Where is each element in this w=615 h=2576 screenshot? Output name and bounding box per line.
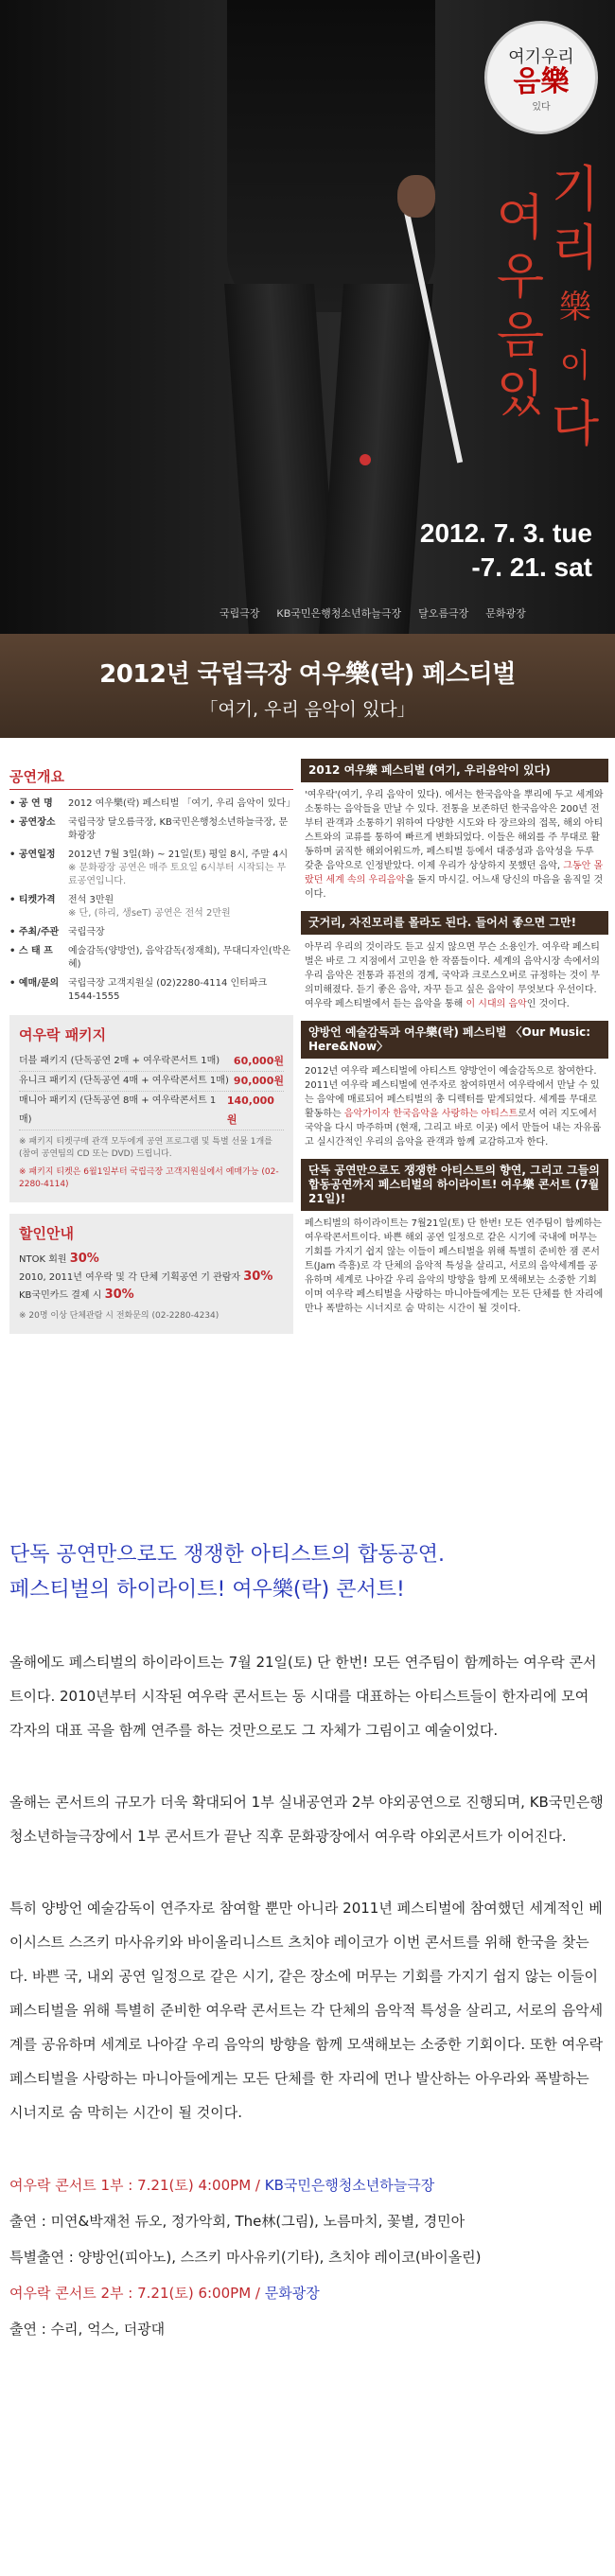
- discount-line: [19, 1251, 284, 1269]
- info-row: [9, 977, 293, 1004]
- seal-top-text: 여기우리: [508, 46, 574, 67]
- info-value: [68, 977, 293, 1004]
- info-key: • 티켓가격: [9, 894, 68, 920]
- discount-title: 할인안내: [19, 1225, 74, 1242]
- date-start: 2012. 7. 3. tue: [419, 518, 592, 548]
- info-value-text: 2012 여우樂(락) 페스티벌 「여기, 우리 음악이 있다」: [68, 798, 296, 809]
- package-price: 60,000원: [233, 1055, 284, 1067]
- description-text: [301, 935, 608, 1011]
- performer-hand: [397, 175, 435, 218]
- seal-sub-text: 있다: [532, 101, 551, 113]
- description-text: [301, 1059, 608, 1149]
- discount-note: ※ 20명 이상 단체관람 시 전화문의 (02-2280-4234): [19, 1311, 220, 1321]
- package-note: ※ 패키지 티켓구매 관객 모두에게 공연 프로그램 및 특별 선물 1개를 (참여 공연팀의 CD 또는 DVD) 드립니다.: [19, 1137, 272, 1159]
- info-value: [68, 797, 296, 811]
- package-name: 유니크 패키지 (단독공연 4매 + 여우락콘서트 1매): [19, 1076, 229, 1086]
- package-price: 140,000원: [226, 1095, 274, 1126]
- vertical-char: 리: [551, 220, 600, 277]
- info-key: • 공연일정: [9, 849, 68, 888]
- info-value: [68, 894, 293, 920]
- seal-main-text: 음樂: [513, 64, 570, 98]
- sponsor-logo: 문화광장: [485, 608, 526, 620]
- info-value-text: 전석 3만원: [68, 895, 114, 905]
- package-row: [19, 1052, 284, 1072]
- description-box: [301, 759, 608, 902]
- date-end: -7. 21. sat: [471, 552, 592, 582]
- page-title: 2012년 국립극장 여우樂(락) 페스티벌: [99, 660, 516, 689]
- schedule-part1: [9, 2167, 606, 2203]
- article-paragraph: 올해는 콘서트의 규모가 더욱 확대되어 1부 실내공연과 2부 야외공연으로 진행되며, KB국민은행청소년하늘극장에서 1부 콘서트가 끝난 직후 문화광장에서 여우락 야외콘서트가 이어진다.: [9, 1794, 604, 1845]
- discount-pct: 30%: [243, 1270, 273, 1284]
- vertical-char: 樂이: [559, 289, 591, 385]
- article-headline: [9, 1537, 606, 1607]
- sponsor-logo: 달오름극장: [418, 608, 469, 620]
- description-tail: 인 것이다.: [526, 999, 570, 1009]
- info-value: [68, 926, 293, 939]
- page-subtitle: 「여기, 우리 음악이 있다」: [200, 699, 415, 720]
- description-body: 페스티벌의 하이라이트는 7월21일(토) 단 한번! 모든 연주팀이 함께하는 여우락콘서트이다. 바쁜 해외 공연 일정으로 같은 시기에 국내에 머무는 기회를 가지기 쉽지 않는 이들이 페스티벌을 위해 특별히 준비한 잼 콘서트(Jam 즉흥)로 각 단체의 음악적 특성을 살리고, 서로의 음악세계를 공유하며 세계로 나아갈 우리 음악의 방향을 함께 모색해보는 소중한 기회이며 여우락 페스티벌을 사랑하는 마니아들에게는 모든 단체를 한 자리에 만나 폭발하는 시너지로 숨 막히는 시간이 될 것이다.: [305, 1218, 604, 1314]
- vertical-char: 음: [496, 307, 545, 364]
- package-box: [9, 1015, 293, 1202]
- description-column: [301, 759, 608, 1325]
- description-text: [301, 782, 608, 902]
- info-value-note: ※ 단, (하리, 생seT) 공연은 전석 2만원: [68, 908, 231, 919]
- description-highlight: 이 시대의 음악: [466, 999, 527, 1009]
- festival-dates: [420, 518, 592, 583]
- info-value-text: 국립극장 고객지원실 (02)2280-4114 인터파크 1544-1555: [68, 978, 268, 1002]
- discount-pct: 30%: [104, 1288, 134, 1302]
- package-price: 90,000원: [233, 1075, 284, 1087]
- package-title: 여우락 패키지: [19, 1026, 107, 1043]
- vertical-title-left: [492, 189, 549, 424]
- festival-logo-seal: [484, 21, 598, 134]
- info-key: • 공 연 명: [9, 797, 68, 811]
- description-tail: 을 돋지 마시길. 어느새 당신의 마음을 움직일 것이다.: [305, 875, 604, 900]
- info-row: [9, 797, 296, 811]
- schedule-label: 여우락 콘서트 2부 : 7.21(토) 6:00PM /: [9, 2285, 265, 2302]
- vertical-char: 여: [496, 190, 545, 247]
- sponsor-logos: [220, 605, 526, 621]
- info-value: [68, 849, 293, 888]
- schedule-part2: [9, 2275, 606, 2311]
- vertical-char: 있: [496, 366, 545, 423]
- sponsor-logo: 국립극장: [220, 608, 260, 620]
- article-paragraph: 특히 양방언 예술감독이 연주자로 참여할 뿐만 아니라 2011년 페스티벌에 참여했던 세계적인 베이시스트 스즈키 마사유키와 바이올리니스트 츠치야 레이코가 이번 콘서트를 위해 한국을 찾는다. 바쁜 국, 내외 공연 일정으로 같은 시기, 같은 장소에 머무는 기회를 가지기 쉽지 않는 이들이 페스티벌을 위해 특별히 준비한 여우락 콘서트는 각 단체의 음악적 특성을 살리고, 서로의 음악세계를 공유하며 세계로 나아갈 우리 음악의 방향을 함께 모색해보는 소중한 기회이다. 또한 여우락 페스티벌을 사랑하는 마니아들에게는 모든 단체를 한 자리에 먼나 발산하는 아우라와 폭발하는 시너지로 숨 막히는 시간이 될 것이다.: [9, 1900, 604, 2121]
- package-name: 더블 패키지 (단독공연 2매 + 여우락콘서트 1매): [19, 1056, 220, 1066]
- schedule-special: 특별출연 : 양방언(피아노), 스즈키 마사유키(기타), 츠치야 레이코(바이올린): [9, 2249, 482, 2266]
- package-row: [19, 1072, 284, 1092]
- info-key: • 주최/주관: [9, 926, 68, 939]
- article-paragraph: 올해에도 페스티벌의 하이라이트는 7월 21일(토) 단 한번! 모든 연주팀이 함께하는 여우락 콘서트이다. 2010년부터 시작된 여우락 콘서트는 동 시대를 대표하는 아티스트들이 한자리에 모여 각자의 대표 곡을 함께 연주를 하는 것만으로도 그 자체가 그림이고 예술이었다.: [9, 1654, 597, 1739]
- description-body: 2012년 여우락 페스티벌에 아티스트 양방언이 예술감독으로 참여한다. 2011년 여우락 페스티벌에 연주자로 참여하면서 여우락에서 만날 수 있는 음악에 매료되어 페스티벌의 총 디렉터를 맡게되었다. 세계를 무대로 활동하는: [305, 1066, 600, 1119]
- info-row: [9, 849, 293, 888]
- info-key: • 공연장소: [9, 816, 68, 843]
- description-box: [301, 1159, 608, 1316]
- info-value-text: 2012년 7월 3일(화) ~ 21일(토) 평일 8시, 주말 4시: [68, 850, 289, 860]
- discount-pct: 30%: [69, 1252, 99, 1266]
- description-box: [301, 1021, 608, 1149]
- info-column: [9, 766, 296, 1334]
- package-row: [19, 1092, 284, 1130]
- schedule-venue: 문화광장: [264, 2285, 320, 2302]
- description-title: 2012 여우樂 페스티벌 (여기, 우리음악이 있다): [301, 759, 608, 782]
- package-note-red: ※ 패키지 티켓은 6월1일부터 국립극장 고객지원실에서 예매가능 (02-2280-4114): [19, 1167, 279, 1189]
- info-row: [9, 894, 293, 920]
- headline-line: 단독 공연만으로도 쟁쟁한 아티스트의 합동공연.: [9, 1543, 446, 1567]
- discount-line: [19, 1269, 284, 1287]
- sponsor-logo: KB국민은행청소년하늘극장: [276, 608, 402, 620]
- discount-text: 2010, 2011년 여우락 및 각 단체 기획공연 기 관람자: [19, 1272, 241, 1283]
- description-text: [301, 1211, 608, 1316]
- description-title: 굿거리, 자진모리를 몰라도 된다. 들어서 좋으면 그만!: [301, 911, 608, 935]
- schedule-venue: KB국민은행청소년하늘극장: [264, 2177, 435, 2194]
- info-value-text: 국립극장: [68, 927, 105, 938]
- info-key: • 스 태 프: [9, 945, 68, 972]
- festival-poster: [0, 0, 615, 634]
- info-key: • 예매/문의: [9, 977, 68, 1004]
- article: [9, 1537, 606, 2347]
- discount-line: [19, 1287, 284, 1305]
- headline-line: 페스티벌의 하이라이트! 여우樂(락) 콘서트!: [9, 1578, 405, 1602]
- info-row: [9, 926, 293, 939]
- discount-box: [9, 1214, 293, 1334]
- description-body: '여우락'(여기, 우리 음악이 있다). 에서는 한국음악을 뿌리에 두고 세계와 소통하는 음악들을 만날 수 있다. 전통을 보존하던 한국음악은 200년 전부터 관객과 소통하기 위하여 다양한 시도와 타 장르와의 접목, 해외 아티스트와의 교류를 통하여 빠르게 변화되었다. 이들은 해외를 주 무대로 활동하며 굵직한 해외어워드까, 페스티벌 등에서 대중성과 음악성을 두루 갖춘 음악으로 인정받았다. 이제 우리가 상상하지 못했던 음악,: [305, 790, 604, 871]
- description-tail: 로서 여러 지도에서 국악을 다시 마주하며 (현재, 그리고 바로 이곳) 에서 만들어 내는 자유롭고 실시간적인 우리의 음악을 관객과 함께 교감하고자 한다.: [305, 1109, 602, 1148]
- info-value: [68, 945, 293, 972]
- schedule-cast: 출연 : 미연&박재천 듀오, 정가악회, The林(그림), 노름마치, 꽃별, 경민아: [9, 2213, 466, 2230]
- description-title: 단독 공연만으로도 쟁쟁한 아티스트의 향연, 그리고 그들의 합동공연까지 페스티벌의 하이라이트! 여우樂 콘서트 (7월21일)!: [301, 1159, 608, 1211]
- description-highlight: 그동안 몰랐던 세계 속의 우리음악: [305, 861, 604, 885]
- package-name: 매니아 패키지 (단독공연 8매 + 여우락콘서트 1매): [19, 1095, 217, 1125]
- description-body: 아무리 우리의 것이라도 듣고 싶지 않으면 무슨 소용인가. 여우락 페스티벌은 바로 그 지점에서 고민을 한 작품들이다. 세계의 음악시장 속에서의 우리 음악은 전통과 퓨전의 경계, 국악과 크로스오버로 규정하는 것이 무의미해졌다. 듣기 좋은 음악, 자꾸 듣고 싶은 음악이 무엇보다 우선이다. 여우락 페스티벌에서 듣는 음악을 통해: [305, 942, 600, 1009]
- drumstick-tip: [360, 454, 371, 465]
- performer-figure: [227, 0, 435, 312]
- title-band: [0, 634, 615, 738]
- info-value-text: 예술감독(양방언), 음악감독(정재희), 무대디자인(박은혜): [68, 946, 291, 970]
- info-value: [68, 816, 293, 843]
- overview-title: 공연개요: [9, 766, 293, 790]
- vertical-char: 우: [496, 249, 545, 306]
- vertical-char: 기: [551, 162, 600, 219]
- info-value-text: 국립극장 달오름극장, KB국민은행청소년하늘극장, 문화광장: [68, 817, 289, 841]
- vertical-title-right: [547, 161, 604, 454]
- discount-text: NTOK 회원: [19, 1254, 67, 1265]
- info-row: [9, 945, 293, 972]
- vertical-char: 다: [551, 396, 600, 453]
- schedule-label: 여우락 콘서트 1부 : 7.21(토) 4:00PM /: [9, 2177, 265, 2194]
- description-box: [301, 911, 608, 1011]
- info-row: [9, 816, 293, 843]
- description-title: 양방언 예술감독과 여우樂(락) 페스티벌 〈Our Music: Here&Now〉: [301, 1021, 608, 1059]
- description-highlight: 음악가이자 한국음악을 사랑하는 아티스트: [343, 1109, 518, 1119]
- info-value-note: ※ 문화광장 공연은 매주 토요일 6시부터 시작되는 무료공연입니다.: [68, 863, 287, 886]
- schedule-cast: 출연 : 수리, 억스, 더광대: [9, 2321, 166, 2338]
- discount-text: KB국민카드 결제 시: [19, 1290, 102, 1301]
